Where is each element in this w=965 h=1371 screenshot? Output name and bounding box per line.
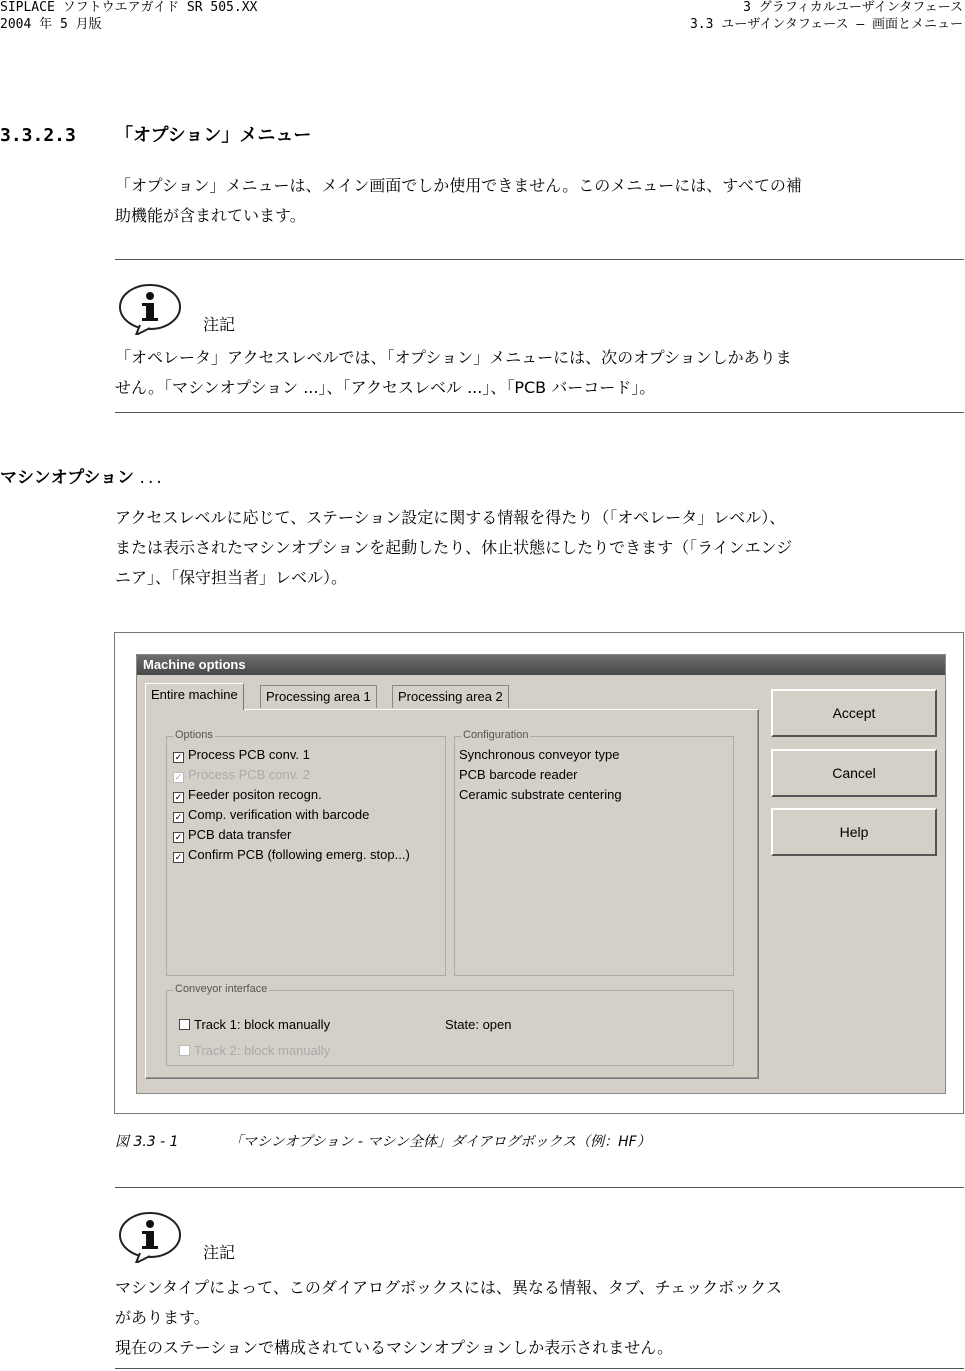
note1-line1: 「オペレータ」アクセスレベルでは、「オプション」メニューには、次のオプションしかありま bbox=[115, 348, 792, 367]
option-process-pcb-conv-1[interactable] bbox=[173, 747, 310, 763]
note1-text bbox=[115, 343, 963, 403]
option-label: Confirm PCB (following emerg. stop...) bbox=[188, 847, 410, 862]
tab-entire-machine[interactable]: Entire machine bbox=[145, 683, 244, 710]
intro-line2: 助機能が含まれています。 bbox=[115, 206, 306, 225]
note1-top-rule bbox=[115, 259, 964, 260]
checkbox-disabled bbox=[179, 1045, 190, 1056]
option-confirm-pcb[interactable] bbox=[173, 847, 410, 863]
option-label: Process PCB conv. 1 bbox=[188, 747, 310, 762]
help-button[interactable]: Help bbox=[771, 808, 937, 856]
section-heading bbox=[0, 121, 311, 147]
subsection-text bbox=[115, 503, 963, 593]
config-item: Synchronous conveyor type bbox=[459, 747, 620, 762]
config-item: Ceramic substrate centering bbox=[459, 787, 622, 802]
checkbox-unchecked[interactable] bbox=[179, 1019, 190, 1030]
configuration-group-label: Configuration bbox=[463, 729, 529, 741]
checkbox-checked[interactable]: ✓ bbox=[174, 852, 183, 862]
option-pcb-data-transfer[interactable] bbox=[173, 827, 291, 843]
checkbox-checked[interactable]: ✓ bbox=[174, 812, 183, 822]
conveyor-interface-group bbox=[166, 983, 734, 1066]
tab-processing-area-1[interactable]: Processing area 1 bbox=[260, 685, 377, 708]
figure-caption-text: 「マシンオプション - マシン全体」ダイアログボックス（例：HF） bbox=[229, 1134, 651, 1150]
header-left-line2: 2004 年 5 月版 bbox=[0, 17, 102, 32]
note2-bottom-rule bbox=[115, 1368, 964, 1369]
note2-top-rule bbox=[115, 1187, 964, 1188]
subsection-line3: ニア」、「保守担当者」レベル）。 bbox=[115, 568, 348, 587]
option-process-pcb-conv-2 bbox=[173, 767, 310, 783]
subsection-ellipsis: ... bbox=[138, 471, 164, 487]
header-left-line1: SIPLACE ソフトウエアガイド SR 505.XX bbox=[0, 0, 258, 15]
subsection-heading bbox=[0, 463, 163, 488]
track1-label: Track 1: block manually bbox=[194, 1017, 331, 1032]
header-right-line1: 3 グラフィカルユーザインタフェース bbox=[743, 0, 963, 15]
option-label: Process PCB conv. 2 bbox=[188, 767, 310, 782]
figure-frame bbox=[114, 632, 964, 1114]
track2-label: Track 2: block manually bbox=[194, 1043, 331, 1058]
note1-label: 注記 bbox=[203, 315, 236, 334]
note2-label: 注記 bbox=[203, 1243, 236, 1262]
note2-line3: 現在のステーションで構成されているマシンオプションしか表示されません。 bbox=[115, 1338, 674, 1357]
option-label: PCB data transfer bbox=[188, 827, 292, 842]
track2-option bbox=[179, 1043, 330, 1058]
intro-line1: 「オプション」メニューは、メイン画面でしか使用できません。このメニューには、すべての補 bbox=[115, 176, 802, 195]
note1-line2: せん。「マシンオプション ...」、「アクセスレベル ...」、「PCB バーコード」。 bbox=[115, 378, 656, 397]
subsection-title: マシンオプション bbox=[0, 468, 135, 488]
subsection-line1: アクセスレベルに応じて、ステーション設定に関する情報を得たり（「オペレータ」レベル）、 bbox=[115, 508, 786, 527]
option-label: Comp. verification with barcode bbox=[188, 807, 370, 822]
conveyor-group-label: Conveyor interface bbox=[175, 983, 268, 995]
note2-line1: マシンタイプによって、このダイアログボックスには、異なる情報、タブ、チェックボックス bbox=[115, 1278, 782, 1297]
option-comp-verification[interactable] bbox=[173, 807, 369, 823]
option-label: Feeder positon recogn. bbox=[188, 787, 322, 802]
conveyor-state: State: open bbox=[445, 1017, 512, 1032]
checkbox-checked[interactable]: ✓ bbox=[174, 792, 183, 802]
cancel-button[interactable]: Cancel bbox=[771, 749, 937, 797]
note2-text bbox=[115, 1273, 963, 1363]
options-group bbox=[166, 729, 446, 976]
tab-processing-area-2[interactable]: Processing area 2 bbox=[392, 685, 509, 708]
subsection-line2: または表示されたマシンオプションを起動したり、休止状態にしたりできます（「ラインエンジ bbox=[115, 538, 793, 557]
dialog-title: Machine options bbox=[137, 655, 945, 675]
section-number: 3.3.2.3 bbox=[0, 125, 76, 146]
checkbox-checked[interactable]: ✓ bbox=[174, 752, 183, 762]
section-title: 「オプション」メニュー bbox=[115, 125, 312, 146]
figure-caption bbox=[115, 1131, 651, 1151]
section-intro bbox=[115, 171, 963, 231]
track1-option[interactable] bbox=[179, 1017, 330, 1032]
machine-options-dialog bbox=[136, 654, 946, 1094]
note-info-icon bbox=[118, 283, 182, 335]
configuration-group bbox=[454, 729, 734, 976]
option-feeder-position-recogn[interactable] bbox=[173, 787, 322, 803]
note1-bottom-rule bbox=[115, 412, 964, 413]
options-group-label: Options bbox=[175, 729, 213, 741]
accept-button[interactable]: Accept bbox=[771, 689, 937, 737]
note-info-icon bbox=[118, 1211, 182, 1263]
figure-number: 図 3.3 - 1 bbox=[115, 1134, 179, 1150]
checkbox-checked[interactable]: ✓ bbox=[174, 832, 183, 842]
note2-line2: があります。 bbox=[115, 1308, 210, 1327]
checkbox-disabled: ✓ bbox=[174, 772, 183, 782]
tab-panel bbox=[145, 709, 759, 1079]
config-item: PCB barcode reader bbox=[459, 767, 578, 782]
header-right-line2: 3.3 ユーザインタフェース – 画面とメニュー bbox=[689, 17, 963, 32]
